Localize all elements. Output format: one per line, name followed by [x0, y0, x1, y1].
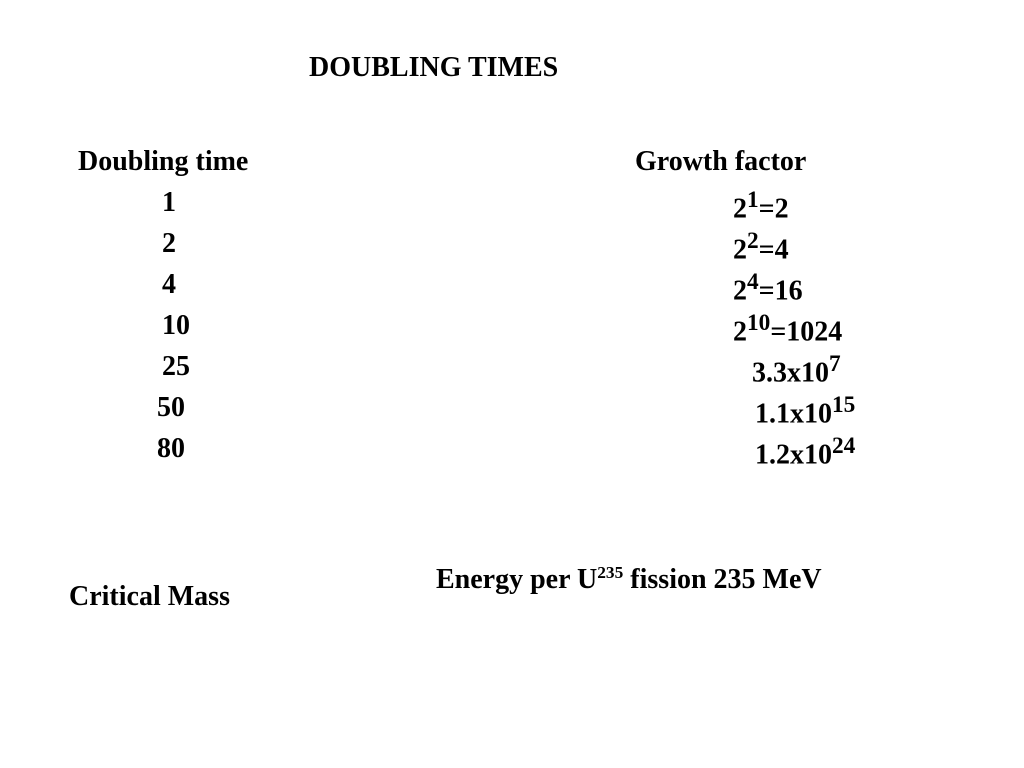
- doubling-time-value: 50: [157, 392, 185, 423]
- doubling-time-value: 25: [162, 351, 190, 382]
- growth-factor-value: [733, 312, 842, 346]
- page-title: DOUBLING TIMES: [309, 52, 559, 83]
- growth-factor-result: =2: [758, 193, 789, 225]
- growth-factor-base: 2: [733, 193, 747, 225]
- growth-factor-header: Growth factor: [635, 146, 807, 177]
- growth-factor-exponent: 24: [832, 433, 856, 459]
- energy-prefix: Energy per U: [436, 564, 598, 595]
- doubling-time-value: 2: [162, 228, 176, 259]
- growth-factor-exponent: 7: [829, 351, 841, 377]
- growth-factor-base: 1.2x10: [755, 439, 832, 471]
- growth-factor-exponent: 15: [832, 392, 856, 418]
- growth-factor-base: 3.3x10: [752, 357, 829, 389]
- growth-factor-result: =1024: [770, 316, 843, 348]
- growth-factor-value: [755, 394, 855, 428]
- growth-factor-value: [733, 230, 789, 264]
- doubling-time-value: 10: [162, 310, 190, 341]
- growth-factor-base: 2: [733, 234, 747, 266]
- energy-isotope-superscript: 235: [597, 563, 624, 583]
- growth-factor-value: [752, 353, 841, 387]
- doubling-time-value: 1: [162, 187, 176, 218]
- growth-factor-value: [733, 271, 803, 305]
- growth-factor-base: 2: [733, 275, 747, 307]
- growth-factor-exponent: 1: [747, 187, 759, 213]
- growth-factor-exponent: 2: [747, 228, 759, 254]
- growth-factor-result: =16: [758, 275, 803, 307]
- doubling-time-header: Doubling time: [78, 146, 249, 177]
- growth-factor-value: [755, 435, 855, 469]
- doubling-time-value: 4: [162, 269, 176, 300]
- growth-factor-base: 2: [733, 316, 747, 348]
- growth-factor-value: [733, 189, 789, 223]
- critical-mass-label: Critical Mass: [69, 581, 230, 612]
- energy-suffix: fission 235 MeV: [623, 564, 822, 595]
- growth-factor-base: 1.1x10: [755, 398, 832, 430]
- growth-factor-exponent: 4: [747, 269, 759, 295]
- growth-factor-result: =4: [758, 234, 789, 266]
- doubling-time-value: 80: [157, 433, 185, 464]
- growth-factor-exponent: 10: [747, 310, 771, 336]
- energy-per-fission-text: [436, 563, 822, 595]
